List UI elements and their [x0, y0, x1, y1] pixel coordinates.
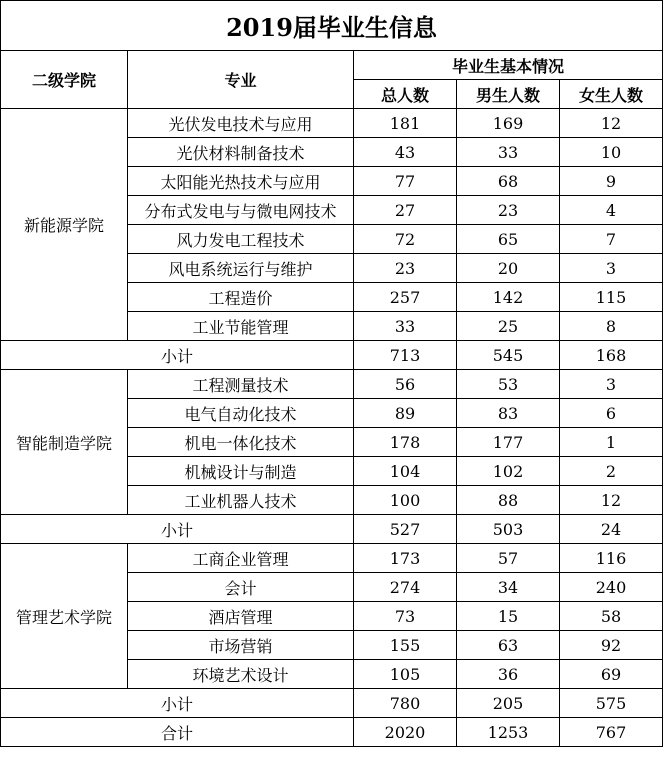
male-count: 53 — [457, 370, 560, 399]
grand-total-male: 1253 — [457, 718, 560, 747]
male-count: 63 — [457, 631, 560, 660]
total-count: 23 — [354, 254, 457, 283]
female-count: 6 — [560, 399, 663, 428]
total-count: 104 — [354, 457, 457, 486]
male-count: 57 — [457, 544, 560, 573]
total-count: 274 — [354, 573, 457, 602]
major-column-header: 专业 — [128, 51, 354, 109]
male-count: 83 — [457, 399, 560, 428]
subtotal-total: 713 — [354, 341, 457, 370]
total-count: 43 — [354, 138, 457, 167]
total-count: 100 — [354, 486, 457, 515]
female-count: 12 — [560, 486, 663, 515]
grand-total-female: 767 — [560, 718, 663, 747]
major-name: 工业机器人技术 — [128, 486, 354, 515]
major-name: 工程测量技术 — [128, 370, 354, 399]
table-row — [1, 370, 663, 399]
total-count: 33 — [354, 312, 457, 341]
female-count: 240 — [560, 573, 663, 602]
major-name: 机电一体化技术 — [128, 428, 354, 457]
female-count: 115 — [560, 283, 663, 312]
female-count: 69 — [560, 660, 663, 689]
female-count: 1 — [560, 428, 663, 457]
subtotal-label: 小计 — [1, 689, 354, 718]
total-count: 155 — [354, 631, 457, 660]
subtotal-row — [1, 341, 663, 370]
female-count: 58 — [560, 602, 663, 631]
male-count: 68 — [457, 167, 560, 196]
female-count: 9 — [560, 167, 663, 196]
male-count: 65 — [457, 225, 560, 254]
major-name: 机械设计与制造 — [128, 457, 354, 486]
total-count: 105 — [354, 660, 457, 689]
total-count: 27 — [354, 196, 457, 225]
subtotal-row — [1, 689, 663, 718]
subtotal-total: 527 — [354, 515, 457, 544]
major-name: 环境艺术设计 — [128, 660, 354, 689]
college-name: 管理艺术学院 — [1, 544, 128, 689]
basic-info-group-header: 毕业生基本情况 — [354, 51, 663, 80]
male-count: 88 — [457, 486, 560, 515]
major-name: 光伏材料制备技术 — [128, 138, 354, 167]
major-name: 风力发电工程技术 — [128, 225, 354, 254]
major-name: 市场营销 — [128, 631, 354, 660]
grand-total-label: 合计 — [1, 718, 354, 747]
female-count: 116 — [560, 544, 663, 573]
major-name: 电气自动化技术 — [128, 399, 354, 428]
male-count: 23 — [457, 196, 560, 225]
table-row — [1, 544, 663, 573]
major-name: 酒店管理 — [128, 602, 354, 631]
female-count: 10 — [560, 138, 663, 167]
total-count: 72 — [354, 225, 457, 254]
table-row — [1, 109, 663, 138]
college-name: 智能制造学院 — [1, 370, 128, 515]
male-count: 177 — [457, 428, 560, 457]
major-name: 太阳能光热技术与应用 — [128, 167, 354, 196]
subtotal-male: 545 — [457, 341, 560, 370]
subtotal-female: 575 — [560, 689, 663, 718]
male-count: 20 — [457, 254, 560, 283]
total-count: 89 — [354, 399, 457, 428]
subtotal-label: 小计 — [1, 341, 354, 370]
male-count: 33 — [457, 138, 560, 167]
female-count: 7 — [560, 225, 663, 254]
page-title: 2019届毕业生信息 — [1, 1, 663, 51]
total-column-header: 总人数 — [354, 80, 457, 109]
female-count: 92 — [560, 631, 663, 660]
male-count: 102 — [457, 457, 560, 486]
grand-total-row — [1, 718, 663, 747]
subtotal-total: 780 — [354, 689, 457, 718]
total-count: 181 — [354, 109, 457, 138]
male-count: 34 — [457, 573, 560, 602]
female-column-header: 女生人数 — [560, 80, 663, 109]
total-count: 173 — [354, 544, 457, 573]
subtotal-label: 小计 — [1, 515, 354, 544]
male-count: 169 — [457, 109, 560, 138]
subtotal-row — [1, 515, 663, 544]
male-count: 25 — [457, 312, 560, 341]
total-count: 73 — [354, 602, 457, 631]
subtotal-male: 205 — [457, 689, 560, 718]
grand-total-total: 2020 — [354, 718, 457, 747]
female-count: 3 — [560, 370, 663, 399]
subtotal-male: 503 — [457, 515, 560, 544]
total-count: 257 — [354, 283, 457, 312]
female-count: 4 — [560, 196, 663, 225]
female-count: 2 — [560, 457, 663, 486]
college-name: 新能源学院 — [1, 109, 128, 341]
male-count: 142 — [457, 283, 560, 312]
major-name: 会计 — [128, 573, 354, 602]
major-name: 分布式发电与与微电网技术 — [128, 196, 354, 225]
subtotal-female: 24 — [560, 515, 663, 544]
male-column-header: 男生人数 — [457, 80, 560, 109]
total-count: 77 — [354, 167, 457, 196]
subtotal-female: 168 — [560, 341, 663, 370]
college-column-header: 二级学院 — [1, 51, 128, 109]
major-name: 风电系统运行与维护 — [128, 254, 354, 283]
female-count: 3 — [560, 254, 663, 283]
total-count: 178 — [354, 428, 457, 457]
female-count: 12 — [560, 109, 663, 138]
major-name: 光伏发电技术与应用 — [128, 109, 354, 138]
major-name: 工商企业管理 — [128, 544, 354, 573]
major-name: 工业节能管理 — [128, 312, 354, 341]
total-count: 56 — [354, 370, 457, 399]
male-count: 36 — [457, 660, 560, 689]
female-count: 8 — [560, 312, 663, 341]
major-name: 工程造价 — [128, 283, 354, 312]
male-count: 15 — [457, 602, 560, 631]
